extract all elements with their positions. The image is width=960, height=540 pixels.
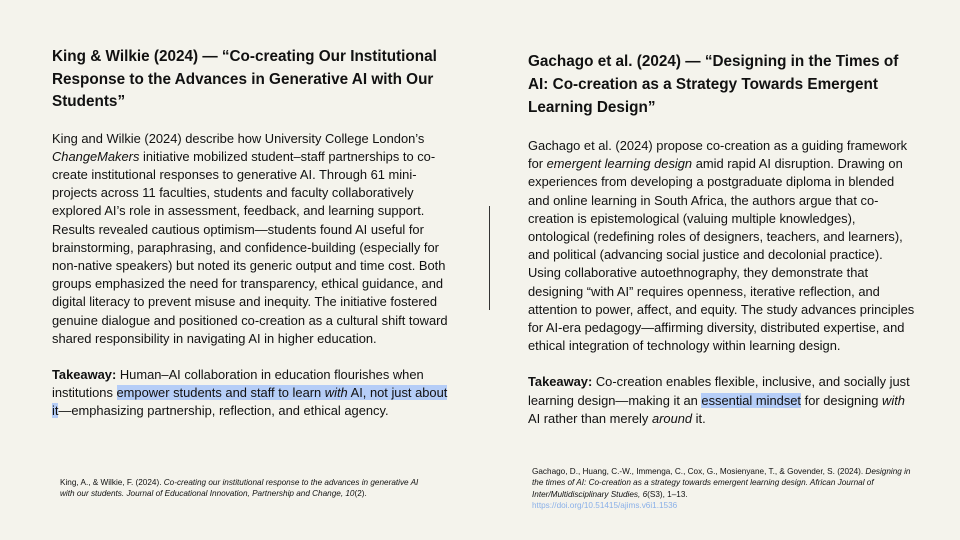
right-takeaway-text-3: AI rather than merely [528,410,652,426]
right-body-emphasis: emergent learning design [546,156,693,172]
left-body [52,130,448,348]
right-summary-column [528,50,918,428]
right-title: Gachago et al. (2024) — “Designing in the Times of AI: Co-creation as a Strategy Towards Emergent Learning Design” [528,53,899,116]
right-takeaway-emphasis-1: with [882,392,905,408]
left-takeaway [52,366,448,421]
right-takeaway-emphasis-2: around [651,410,693,426]
left-takeaway-text-2: —emphasizing partnership, reflection, and ethical agency. [58,403,389,419]
doi-link[interactable]: https://doi.org/10.51415/ajims.v6i1.1536 [532,501,678,511]
left-ref-emphasis: Co-creating our institutional response to the advances in generative AI with our students. Journal of Educational Innovation, Partnership and Change, 10 [60,478,419,499]
left-body-text-2: initiative mobilized student–staff partnerships to co-create institutional responses to generative AI. Through 61 mini-projects across 11 faculties, students and faculty collaboratively explored AI’s role in assessment, feedback, and learning support. Results revealed cautious optimism—students found AI useful for brainstorming, paraphrasing, and confidence-building (especially for non-native speakers) but noted its generic output and time cost. Both groups emphasized the need for transparency, ethical guidance, and digital literacy to prevent misuse and inequity. The initiative fostered genuine dialogue and positioned co-creation as a cultural shift toward shared responsibility in navigating AI in higher education. [52,148,448,346]
left-takeaway-label: Takeaway: [52,366,117,382]
right-takeaway-highlight: essential mindset [701,392,802,408]
right-body [528,137,918,355]
left-title: King & Wilkie (2024) — “Co-creating Our Institutional Response to the Advances in Generative AI with Our Students” [52,48,437,110]
right-takeaway-label: Takeaway: [528,374,593,390]
right-ref-emphasis: Designing in the times of AI: Co-creation as a strategy towards emergent learning design. African Journal of Inter/Multidisciplinary Studies, 6 [532,467,911,499]
left-ref-text-2: (2). [354,489,367,499]
left-takeaway-highlight-emphasis: with [324,385,348,401]
right-body-text-2: amid rapid AI disruption. Drawing on experiences from developing a postgraduate diploma in blended and online learning in South Africa, the authors argue that co-creation is epistemological (valuing multiple knowledges), ontological (redefining roles of designers, teachers, and learners), and political (advancing social justice and decolonial practice). Using collaborative autoethnography, they demonstrate that designing “with AI” requires openness, iterative reflection, and attention to power, affect, and equity. The study advances principles for AI-era pedagogy—affirming diversity, distributed expertise, and ethical integration of technology within learning design. [528,156,915,354]
right-ref-text-2: (S3), 1–13. [647,489,688,499]
column-divider [489,206,490,310]
right-takeaway [528,373,918,428]
left-takeaway-text-1: Human–AI collaboration in education flourishes when institutions [52,366,424,401]
left-body-text-1: King and Wilkie (2024) describe how University College London’s [52,130,425,146]
left-takeaway-highlight-1: empower students and staff to learn [116,385,325,401]
right-body-text-1: Gachago et al. (2024) propose co-creation as a guiding framework for [528,138,908,172]
left-reference [60,477,432,500]
left-ref-text-1: King, A., & Wilkie, F. (2024). [60,478,164,487]
left-takeaway-highlight-2: AI, not just about it [52,385,448,419]
right-ref-text-1: Gachago, D., Huang, C.-W., Immenga, C., Cox, G., Mosienyane, T., & Govender, S. (2024). [532,467,866,476]
right-takeaway-text-4: it. [692,410,706,426]
right-takeaway-text-1: Co-creation enables flexible, inclusive, and socially just learning design—making it an [528,374,910,408]
right-takeaway-text-2: for designing [801,392,883,408]
left-body-emphasis: ChangeMakers [52,148,140,164]
left-summary-column [52,46,448,421]
right-reference [532,466,924,512]
